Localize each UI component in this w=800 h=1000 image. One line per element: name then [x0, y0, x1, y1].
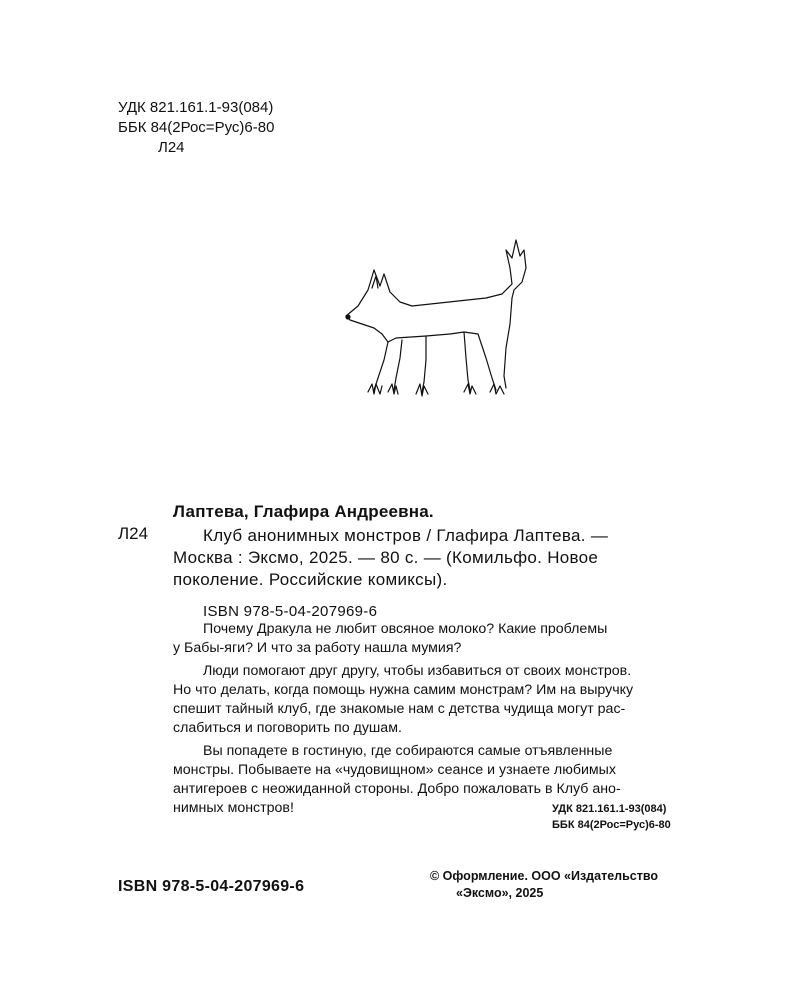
bbk-code: ББК 84(2Рос=Рус)6-80	[118, 119, 275, 136]
bottom-classification-codes	[552, 801, 671, 833]
entry-line-3: поколение. Российские комиксы).	[173, 570, 448, 589]
side-author-mark: Л24	[118, 524, 149, 543]
annotation-line: антигероев с неожиданной стороны. Добро пожаловать в Клуб ано-	[173, 781, 621, 797]
bottom-udk-code: УДК 821.161.1-93(084)	[552, 803, 667, 815]
book-author: Лаптева, Глафира Андреевна.	[173, 502, 434, 521]
udk-code: УДК 821.161.1-93(084)	[118, 99, 274, 116]
annotation	[173, 620, 703, 822]
annotation-line: слабиться и поговорить по душам.	[173, 720, 402, 736]
entry-line-1: Клуб анонимных монстров / Глафира Лаптева. —	[203, 526, 609, 545]
entry-isbn: ISBN 978-5-04-207969-6	[203, 603, 378, 620]
copyright-notice	[430, 868, 658, 902]
book-description	[173, 525, 703, 591]
dog-sketch-icon	[336, 228, 536, 408]
annotation-line: Вы попадете в гостиную, где собираются самые отъявленные	[203, 743, 613, 759]
annotation-paragraph-2	[173, 662, 703, 738]
annotation-line: Почему Дракула не любит овсяное молоко? Какие проблемы	[203, 621, 608, 637]
annotation-line: Но что делать, когда помощь нужна самим монстрам? Им на выручку	[173, 682, 634, 698]
top-classification-codes	[118, 98, 274, 158]
copyright-line-1: © Оформление. ООО «Издательство	[430, 869, 658, 883]
annotation-line: спешит тайный клуб, где знакомые нам с детства чудища могут рас-	[173, 701, 626, 717]
author-mark: Л24	[158, 139, 185, 156]
bottom-bbk-code: ББК 84(2Рос=Рус)6-80	[552, 819, 671, 831]
bibliographic-entry	[173, 500, 703, 620]
annotation-paragraph-1	[173, 620, 703, 658]
copyright-line-2: «Эксмо», 2025	[456, 886, 544, 900]
annotation-line: Люди помогают друг другу, чтобы избавиться от своих монстров.	[203, 663, 632, 679]
entry-line-2: Москва : Эксмо, 2025. — 80 с. — (Комильфо. Новое	[173, 548, 599, 567]
annotation-line: нимных монстров!	[173, 800, 294, 816]
annotation-line: монстры. Побываете на «чудовищном» сеансе и узнаете любимых	[173, 762, 616, 778]
bottom-isbn: ISBN 978-5-04-207969-6	[118, 878, 305, 895]
annotation-line: у Бабы-яги? И что за работу нашла мумия?	[173, 640, 462, 656]
